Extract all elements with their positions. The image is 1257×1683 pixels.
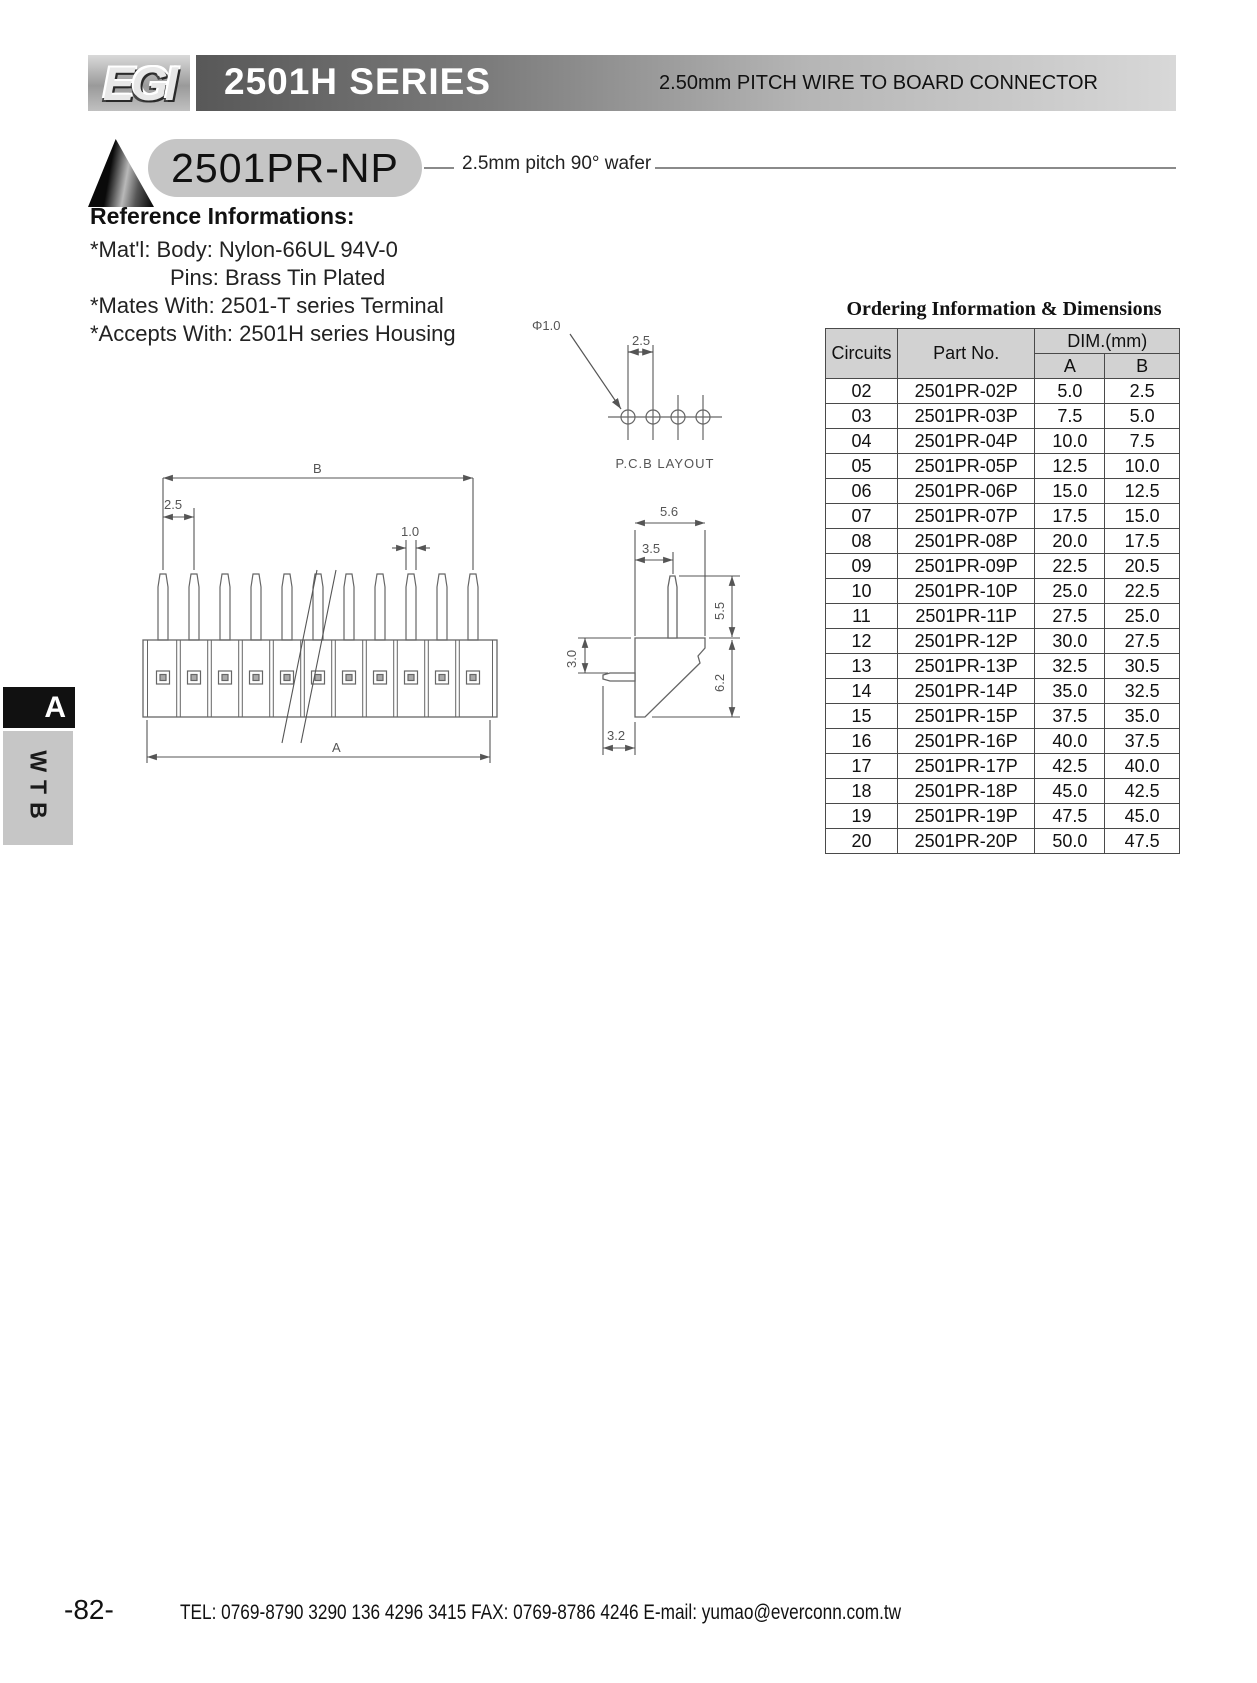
table-cell: 04 [826,429,898,454]
table-cell: 17 [826,754,898,779]
pcb-holes [608,345,722,440]
table-cell: 42.5 [1105,779,1180,804]
table-cell: 2501PR-18P [897,779,1035,804]
table-cell: 37.5 [1035,704,1105,729]
side-body-height-dim: 6.2 [712,673,727,692]
table-cell: 15.0 [1035,479,1105,504]
table-cell: 42.5 [1035,754,1105,779]
table-cell: 03 [826,404,898,429]
table-cell: 45.0 [1035,779,1105,804]
table-cell: 32.5 [1035,654,1105,679]
table-cell: 18 [826,779,898,804]
table-cell: 20.5 [1105,554,1180,579]
table-cell: 47.5 [1035,804,1105,829]
section-tab-label: A [44,690,66,724]
table-row [826,704,1180,729]
pcb-layout-label: P.C.B LAYOUT [615,456,715,471]
table-cell: 10 [826,579,898,604]
front-pin-width-dim: 1.0 [401,524,420,539]
table-cell: 2501PR-17P [897,754,1035,779]
table-row [826,379,1180,404]
table-cell: 30.5 [1105,654,1180,679]
badge-rule-right [655,167,1176,169]
table-row [826,429,1180,454]
table-cell: 12.5 [1035,454,1105,479]
series-title: 2501H SERIES [224,61,492,102]
badge-rule-left [424,167,454,169]
table-cell: 02 [826,379,898,404]
series-subtitle: 2.50mm PITCH WIRE TO BOARD CONNECTOR [659,72,1098,94]
table-cell: 45.0 [1105,804,1180,829]
table-cell: 2501PR-16P [897,729,1035,754]
front-view-drawing [120,460,510,775]
side-tail-dim: 3.0 [564,649,579,668]
table-cell: 15 [826,704,898,729]
table-title: Ordering Information & Dimensions [846,298,1162,320]
table-cell: 20.0 [1035,529,1105,554]
table-cell: 13 [826,654,898,679]
table-cell: 07 [826,504,898,529]
table-cell: 5.0 [1035,379,1105,404]
footer-contact: TEL: 0769-8790 3290 136 4296 3415 FAX: 0769-8786 4246 E-mail: yumao@everconn.com.tw [180,1601,902,1624]
table-cell: 2501PR-15P [897,704,1035,729]
table-cell: 20 [826,829,898,854]
table-row [826,554,1180,579]
pcb-hole-dia-dim: Φ1.0 [532,318,561,333]
reference-line: *Mates With: 2501-T series Terminal [90,293,444,318]
connector-pins [158,574,478,640]
table-cell: 08 [826,529,898,554]
table-row [826,529,1180,554]
col-header-circuits: Circuits [826,329,898,379]
product-name: 2501PR-NP [171,144,399,191]
table-cell: 2501PR-10P [897,579,1035,604]
table-cell: 17.5 [1035,504,1105,529]
table-cell: 2501PR-09P [897,554,1035,579]
table-cell: 19 [826,804,898,829]
front-b-dim: B [313,461,322,476]
page-number: -82- [64,1594,114,1625]
side-tail-offset-dim: 3.2 [607,728,626,743]
table-cell: 10.0 [1105,454,1180,479]
table-cell: 10.0 [1035,429,1105,454]
front-a-dim: A [332,740,341,755]
series-header-bar [196,55,1176,111]
side-body [603,576,705,717]
table-cell: 2501PR-03P [897,404,1035,429]
table-cell: 2501PR-07P [897,504,1035,529]
table-cell: 2501PR-05P [897,454,1035,479]
table-cell: 40.0 [1105,754,1180,779]
table-cell: 5.0 [1105,404,1180,429]
table-cell: 35.0 [1105,704,1180,729]
table-cell: 16 [826,729,898,754]
table-body [826,379,1180,854]
table-row [826,629,1180,654]
table-cell: 25.0 [1035,579,1105,604]
table-cell: 7.5 [1105,429,1180,454]
table-cell: 2501PR-20P [897,829,1035,854]
pcb-pitch-dim: 2.5 [632,333,651,348]
category-band-label: WTB [25,749,52,827]
table-cell: 32.5 [1105,679,1180,704]
table-cell: 7.5 [1035,404,1105,429]
table-cell: 14 [826,679,898,704]
table-row [826,729,1180,754]
table-cell: 2501PR-14P [897,679,1035,704]
brand-logo-text: EGI [103,56,175,110]
table-row [826,504,1180,529]
table-cell: 06 [826,479,898,504]
table-cell: 12.5 [1105,479,1180,504]
table-cell: 11 [826,604,898,629]
reference-line: *Mat'l: Body: Nylon-66UL 94V-0 [90,237,398,262]
table-cell: 2501PR-11P [897,604,1035,629]
table-cell: 2501PR-13P [897,654,1035,679]
table-cell: 30.0 [1035,629,1105,654]
table-cell: 2501PR-19P [897,804,1035,829]
side-view-drawing [560,470,760,770]
table-cell: 2501PR-06P [897,479,1035,504]
table-row [826,604,1180,629]
table-row [826,779,1180,804]
table-cell: 25.0 [1105,604,1180,629]
table-cell: 2501PR-12P [897,629,1035,654]
table-cell: 50.0 [1035,829,1105,854]
table-row [826,679,1180,704]
table-row [826,454,1180,479]
pcb-layout-drawing [490,300,760,480]
table-row [826,754,1180,779]
table-cell: 2501PR-04P [897,429,1035,454]
table-cell: 27.5 [1035,604,1105,629]
reference-line: *Accepts With: 2501H series Housing [90,321,456,346]
table-cell: 35.0 [1035,679,1105,704]
table-cell: 09 [826,554,898,579]
table-row [826,804,1180,829]
col-header-a: A [1035,354,1105,379]
col-header-dim: DIM.(mm) [1035,329,1180,354]
table-cell: 27.5 [1105,629,1180,654]
badge-triangle-icon [88,139,154,207]
table-cell: 22.5 [1035,554,1105,579]
product-description: 2.5mm pitch 90° wafer [462,153,652,174]
table-cell: 2501PR-02P [897,379,1035,404]
side-pin-offset-dim: 3.5 [642,541,661,556]
table-cell: 2.5 [1105,379,1180,404]
product-badge [148,139,422,197]
table-row [826,579,1180,604]
body-squares [157,671,480,684]
table-cell: 05 [826,454,898,479]
table-cell: 15.0 [1105,504,1180,529]
table-cell: 40.0 [1035,729,1105,754]
table-row [826,654,1180,679]
category-band [3,731,73,845]
table-cell: 47.5 [1105,829,1180,854]
col-header-part-no: Part No. [897,329,1035,379]
table-row [826,479,1180,504]
table-row [826,829,1180,854]
section-tab [3,687,75,728]
brand-logo [88,55,190,111]
table-cell: 22.5 [1105,579,1180,604]
reference-line: Pins: Brass Tin Plated [170,265,386,290]
reference-heading: Reference Informations: [90,203,355,229]
table-cell: 12 [826,629,898,654]
side-width-dim: 5.6 [660,504,679,519]
table-header [826,329,1180,379]
table-cell: 37.5 [1105,729,1180,754]
ordering-dimensions-table [825,328,1180,854]
table-cell: 2501PR-08P [897,529,1035,554]
col-header-b: B [1105,354,1180,379]
side-pin-height-dim: 5.5 [712,601,727,620]
table-row [826,404,1180,429]
front-pitch-dim: 2.5 [164,497,183,512]
table-cell: 17.5 [1105,529,1180,554]
